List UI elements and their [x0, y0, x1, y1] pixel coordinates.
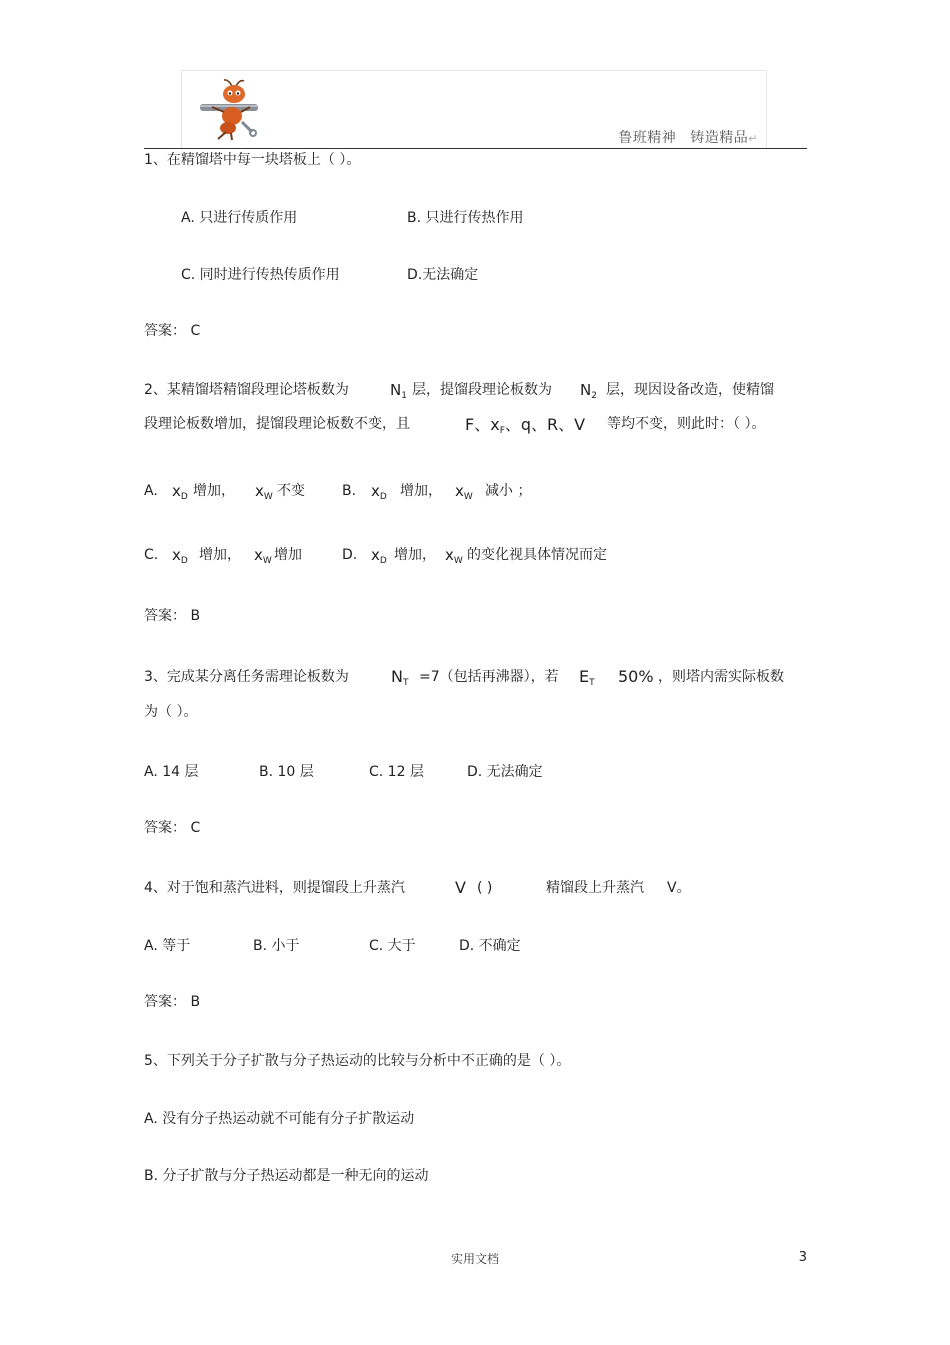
q2-c-xw: [254, 545, 272, 565]
ant-mascot-logo-icon: [198, 76, 262, 142]
q3-option-a: A. 14 层: [144, 764, 199, 780]
q2-b-xd: [371, 481, 387, 501]
q2-l1-n1: [390, 380, 407, 400]
slogan-left: 鲁班精神: [618, 130, 677, 146]
q2-l1-text-b: 层，提馏段理论板数为: [412, 382, 552, 398]
q2-a-xd-symbol: x: [172, 482, 181, 500]
q1-stem: 1、在精馏塔中每一块塔板上（ ）。: [144, 152, 361, 168]
q2-d-xd-sub: D: [379, 556, 387, 566]
q2-a-xw-symbol: x: [255, 482, 264, 500]
q3-stem-line2: 为（ ）。: [144, 704, 198, 720]
q1-option-b: B. 只进行传热作用: [407, 210, 524, 226]
q2-l1-text-a: 2、某精馏塔精馏段理论塔板数为: [144, 382, 349, 398]
q4-v-symbol: V: [455, 878, 466, 897]
q4-text-b: 精馏段上升蒸汽: [546, 880, 644, 896]
q2-d-xw-sub: W: [453, 556, 463, 566]
q3-l1-text-a: 3、完成某分离任务需理论板数为: [144, 669, 349, 685]
q3-answer: 答案： C: [144, 820, 201, 836]
q4-option-d: D. 不确定: [459, 938, 521, 954]
q3-option-b: B. 10 层: [259, 764, 314, 780]
q2-a-xw-sub: W: [263, 492, 273, 502]
q1-answer: 答案： C: [144, 323, 201, 339]
return-mark: ↵: [748, 132, 758, 145]
slogan-right: 铸造精品: [690, 130, 749, 146]
q3-l1-text-b: =7（包括再沸器），若: [419, 669, 559, 685]
q2-c-label: C.: [144, 547, 159, 563]
q2-c-xd: [172, 545, 188, 565]
q2-vars-b: 、q、R、V: [504, 415, 586, 434]
q2-c-xw-symbol: x: [254, 546, 263, 564]
footer-label: 实用文档: [450, 1252, 499, 1266]
q4-answer: 答案： B: [144, 994, 201, 1010]
q2-d-label: D.: [342, 547, 358, 563]
q3-nt: [391, 667, 408, 687]
q3-et: [579, 667, 595, 687]
q1-option-c: C. 同时进行传热传质作用: [181, 267, 340, 283]
header-rule: [144, 148, 807, 149]
q4-text-a: 4、对于饱和蒸汽进料，则提馏段上升蒸汽: [144, 880, 405, 896]
q2-b-xd-symbol: x: [371, 482, 380, 500]
q5-stem: 5、下列关于分子扩散与分子热运动的比较与分析中不正确的是（ ）。: [144, 1053, 571, 1069]
q2-vars-a: F、x: [465, 415, 500, 434]
q2-c-xd-symbol: x: [172, 546, 181, 564]
q4-option-b: B. 小于: [253, 938, 300, 954]
q2-d-text1: 增加，: [394, 547, 436, 563]
q2-a-label: A.: [144, 483, 158, 499]
q4-option-c: C. 大于: [369, 938, 416, 954]
q2-n1-subscript: 1: [401, 391, 407, 401]
q4-v2-symbol: V。: [667, 880, 691, 896]
q2-c-xw-sub: W: [262, 556, 272, 566]
q2-n2-subscript: 2: [591, 391, 597, 401]
q3-option-c: C. 12 层: [369, 764, 424, 780]
q2-vars-subscript: F: [499, 426, 505, 436]
q2-a-text1: 增加，: [193, 483, 235, 499]
q2-n2-symbol: N: [580, 381, 592, 399]
q2-b-label: B.: [342, 483, 357, 499]
header-slogan: [618, 127, 758, 147]
q2-a-xd-sub: D: [180, 492, 188, 502]
q2-l1-text-c: 层，现因设备改造，使精馏: [606, 382, 774, 398]
q1-option-a: [181, 208, 297, 228]
q3-efficiency: 50%: [618, 667, 654, 686]
q2-l2-vars: [465, 415, 585, 435]
q2-b-xw-sub: W: [463, 492, 473, 502]
q1-option-a-text: A. 只进行传质作用: [181, 210, 298, 226]
q2-d-xd-symbol: x: [371, 546, 380, 564]
q4-option-a: A. 等于: [144, 938, 191, 954]
q3-et-subscript: T: [589, 678, 595, 688]
q3-nt-subscript: T: [402, 678, 409, 688]
q2-l2-text-b: 等均不变，则此时：（ ）。: [607, 416, 766, 432]
q5-option-a: A. 没有分子热运动就不可能有分子扩散运动: [144, 1111, 415, 1127]
q2-c-text1: 增加，: [199, 547, 241, 563]
q2-l1-n2: [580, 380, 597, 400]
q2-d-xw-symbol: x: [445, 546, 454, 564]
q2-n1-symbol: N: [390, 381, 402, 399]
q2-d-text2: 的变化视具体情况而定: [467, 547, 607, 563]
q2-c-text2: 增加: [274, 547, 302, 563]
q2-c-xd-sub: D: [180, 556, 188, 566]
q2-d-xw: [445, 545, 463, 565]
q2-b-text2: 减小 ；: [485, 483, 532, 499]
q3-nt-symbol: N: [391, 667, 403, 686]
q2-a-xw: [255, 481, 273, 501]
q3-et-symbol: E: [579, 667, 590, 686]
q2-d-xd: [371, 545, 387, 565]
q5-option-b: B. 分子扩散与分子热运动都是一种无向的运动: [144, 1168, 429, 1184]
q2-b-text1: 增加，: [400, 483, 442, 499]
q4-blank: ( ): [477, 880, 493, 896]
q2-b-xw: [455, 481, 473, 501]
q2-a-xd: [172, 481, 188, 501]
q3-option-d: D. 无法确定: [467, 764, 543, 780]
q2-a-text2: 不变: [277, 483, 305, 499]
q2-answer: 答案： B: [144, 608, 201, 624]
q2-l2-text-a: 段理论板数增加，提馏段理论板数不变，且: [144, 416, 410, 432]
q3-l1-text-c: ，则塔内需实际板数: [658, 669, 784, 685]
q2-b-xw-symbol: x: [455, 482, 464, 500]
page-number: 3: [798, 1250, 807, 1265]
q2-b-xd-sub: D: [379, 492, 387, 502]
q1-option-d: D.无法确定: [407, 267, 479, 283]
